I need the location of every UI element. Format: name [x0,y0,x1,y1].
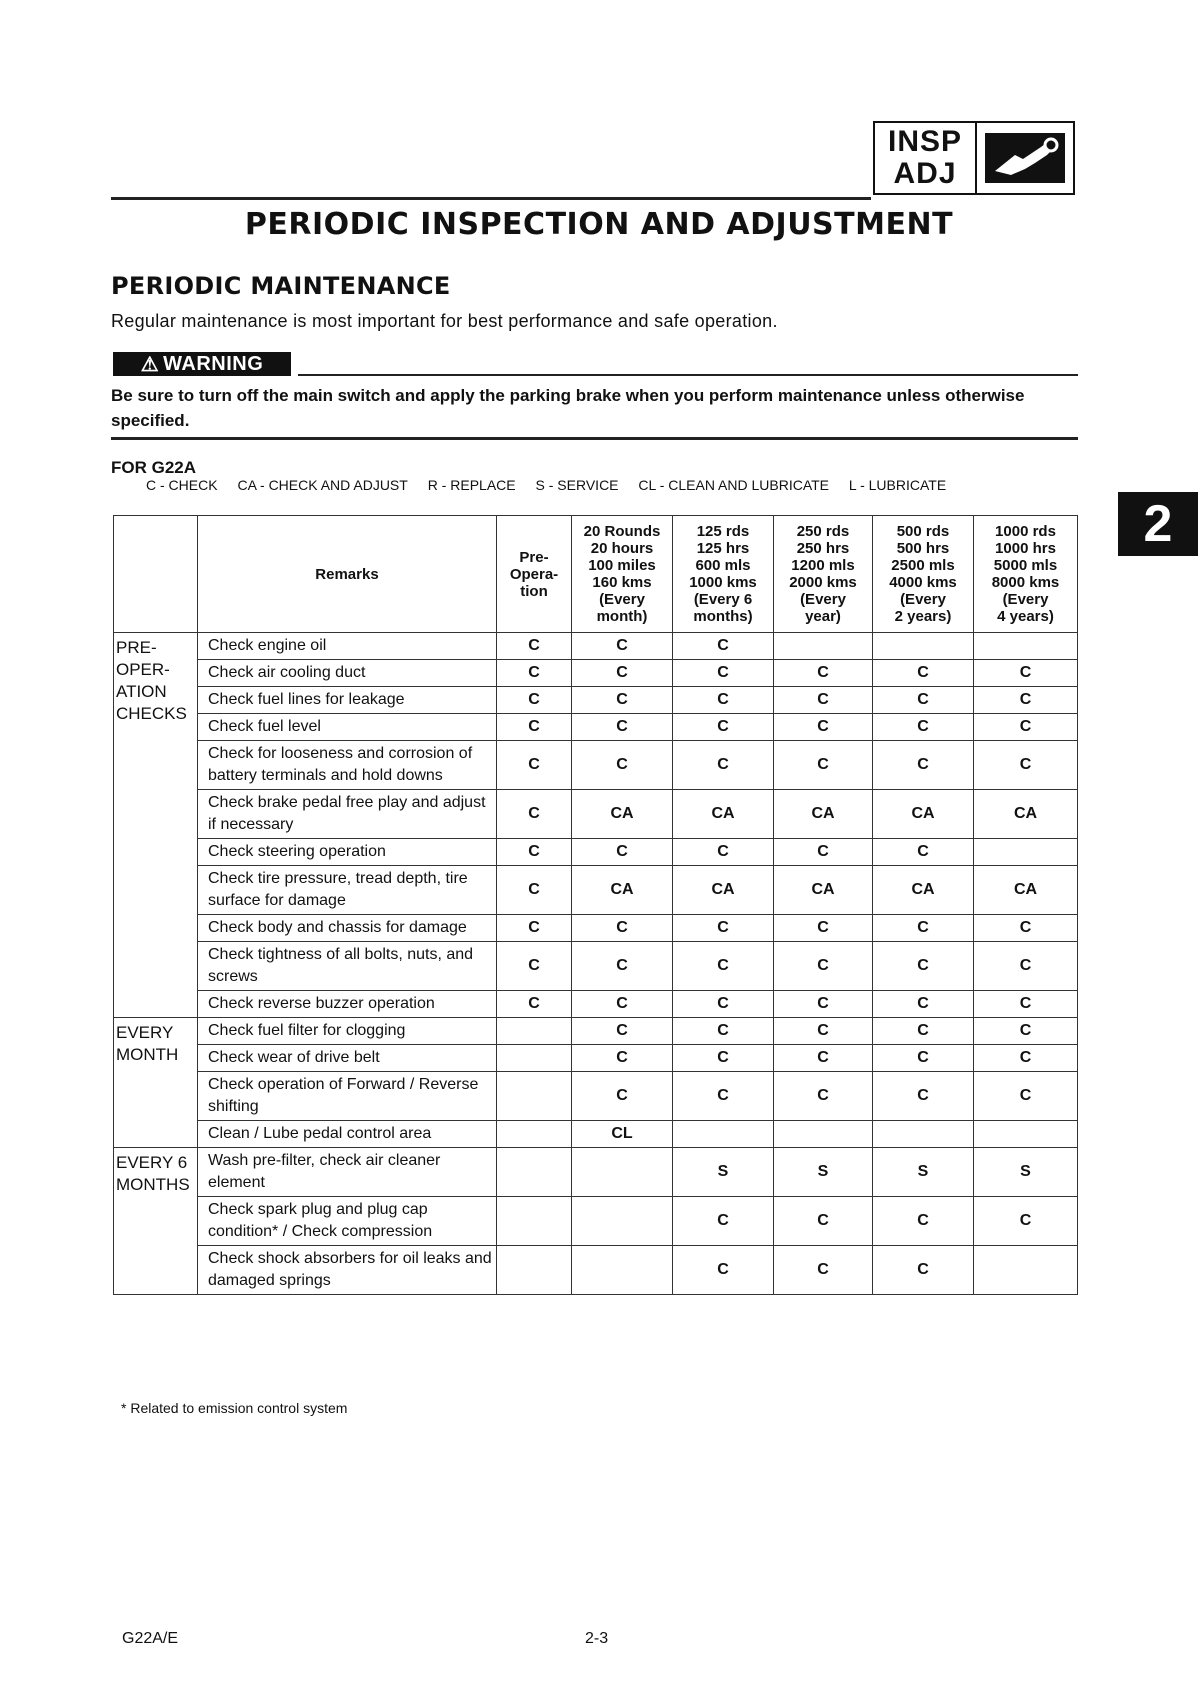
interval-cell [572,1148,673,1197]
task-cell: Check spark plug and plug cap condition* / Check compression [198,1197,497,1246]
interval-cell: CA [673,866,774,915]
interval-cell: C [572,741,673,790]
wrench-hand-icon [977,123,1073,193]
interval-cell: C [873,687,974,714]
model-label: FOR G22A [111,458,197,477]
interval-cell [774,633,873,660]
interval-cell: C [873,1246,974,1295]
intro-text: Regular maintenance is most important for best performance and safe operation. [111,311,778,331]
top-rule [111,197,871,200]
interval-cell: CA [673,790,774,839]
interval-cell: C [974,1072,1078,1121]
interval-cell: C [497,866,572,915]
interval-cell: C [974,741,1078,790]
interval-cell [673,1121,774,1148]
interval-cell [497,1246,572,1295]
interval-cell [572,1197,673,1246]
interval-cell: C [572,839,673,866]
table-row [114,741,1078,790]
table-body [114,633,1078,1295]
interval-cell: C [774,839,873,866]
table-row [114,1045,1078,1072]
interval-cell: C [497,790,572,839]
column-header: Remarks [198,516,497,633]
insp-adj-badge [873,121,1075,195]
interval-cell: C [673,942,774,991]
table-row [114,839,1078,866]
badge-line-1: INSP [887,125,963,158]
interval-cell: C [774,1018,873,1045]
column-header: 500 rds 500 hrs 2500 mls 4000 kms (Every 2 years) [873,516,974,633]
interval-cell: C [572,991,673,1018]
legend-service: S - SERVICE [535,477,619,493]
interval-cell: C [974,915,1078,942]
interval-cell: C [673,1045,774,1072]
table-row [114,942,1078,991]
column-header: 125 rds 125 hrs 600 mls 1000 kms (Every 6 months) [673,516,774,633]
task-cell: Wash pre-filter, check air cleaner element [198,1148,497,1197]
interval-cell: C [673,915,774,942]
interval-cell: C [572,942,673,991]
interval-cell: C [572,714,673,741]
interval-cell: C [497,714,572,741]
task-cell: Check body and chassis for damage [198,915,497,942]
category-cell: EVERY 6 MONTHS [114,1148,198,1295]
interval-cell: C [497,991,572,1018]
interval-cell: C [774,915,873,942]
warning-label [113,352,291,376]
interval-cell: C [497,687,572,714]
interval-cell [497,1197,572,1246]
interval-cell: C [974,942,1078,991]
interval-cell [497,1148,572,1197]
interval-cell: C [673,741,774,790]
interval-cell [497,1121,572,1148]
column-header [114,516,198,633]
interval-cell: C [974,1197,1078,1246]
interval-cell: C [873,714,974,741]
table-row [114,633,1078,660]
interval-cell: C [873,991,974,1018]
legend-check: C - CHECK [146,477,218,493]
badge-text [875,123,977,193]
interval-cell: C [673,1246,774,1295]
interval-cell [572,1246,673,1295]
table-row [114,866,1078,915]
interval-cell: CA [873,866,974,915]
interval-cell: C [497,741,572,790]
interval-cell: C [572,660,673,687]
interval-cell [497,1045,572,1072]
table-row [114,1121,1078,1148]
legend-lubricate: L - LUBRICATE [848,477,947,493]
interval-cell: C [873,915,974,942]
interval-cell: C [873,1045,974,1072]
interval-cell: C [673,991,774,1018]
interval-cell: C [774,714,873,741]
interval-cell: C [572,1018,673,1045]
section-heading: PERIODIC MAINTENANCE [111,272,451,300]
interval-cell: S [873,1148,974,1197]
interval-cell [974,633,1078,660]
interval-cell [974,1246,1078,1295]
table-row [114,1018,1078,1045]
interval-cell [873,1121,974,1148]
table-row [114,1072,1078,1121]
interval-cell: C [497,660,572,687]
task-cell: Check wear of drive belt [198,1045,497,1072]
maintenance-table [113,515,1078,1295]
interval-cell: C [774,1045,873,1072]
task-cell: Check fuel filter for clogging [198,1018,497,1045]
legend [146,477,962,493]
interval-cell: C [673,633,774,660]
footnote: * Related to emission control system [121,1400,348,1416]
interval-cell: C [673,1072,774,1121]
column-header: 1000 rds 1000 hrs 5000 mls 8000 kms (Every 4 years) [974,516,1078,633]
interval-cell [774,1121,873,1148]
interval-cell: C [673,687,774,714]
interval-cell [974,839,1078,866]
interval-cell [497,1072,572,1121]
table-row [114,714,1078,741]
interval-cell: C [873,942,974,991]
column-header: 20 Rounds 20 hours 100 miles 160 kms (Every month) [572,516,673,633]
column-header: 250 rds 250 hrs 1200 mls 2000 kms (Every year) [774,516,873,633]
legend-replace: R - REPLACE [427,477,516,493]
footer-model: G22A/E [122,1630,179,1647]
interval-cell: C [974,1045,1078,1072]
task-cell: Check operation of Forward / Reverse shifting [198,1072,497,1121]
interval-cell: C [873,1072,974,1121]
interval-cell: C [873,741,974,790]
interval-cell [497,1018,572,1045]
interval-cell: CA [572,866,673,915]
task-cell: Check shock absorbers for oil leaks and damaged springs [198,1246,497,1295]
task-cell: Clean / Lube pedal control area [198,1121,497,1148]
table-header-row [114,516,1078,633]
task-cell: Check for looseness and corrosion of battery terminals and hold downs [198,741,497,790]
interval-cell: C [774,741,873,790]
warning-label-text: WARNING [163,352,264,375]
interval-cell: C [774,1072,873,1121]
interval-cell: C [673,714,774,741]
interval-cell: C [774,660,873,687]
task-cell: Check tire pressure, tread depth, tire surface for damage [198,866,497,915]
table-row [114,991,1078,1018]
warning-text: Be sure to turn off the main switch and apply the parking brake when you perform maintenance unless otherwise specified. [111,386,1025,430]
interval-cell: C [572,915,673,942]
page-number: 2-3 [585,1630,609,1647]
interval-cell: C [673,660,774,687]
interval-cell: C [774,687,873,714]
interval-cell: S [673,1148,774,1197]
interval-cell: C [974,687,1078,714]
task-cell: Check air cooling duct [198,660,497,687]
badge-line-2: ADJ [893,157,957,190]
interval-cell: C [497,915,572,942]
interval-cell: C [572,687,673,714]
interval-cell: C [497,633,572,660]
interval-cell: CA [873,790,974,839]
interval-cell: C [572,1072,673,1121]
interval-cell: CA [974,866,1078,915]
interval-cell: C [673,1197,774,1246]
table-row [114,1197,1078,1246]
warning-triangle-icon: ⚠ [140,353,160,376]
table-row [114,660,1078,687]
interval-cell: C [673,1018,774,1045]
interval-cell: C [974,660,1078,687]
table-row [114,687,1078,714]
legend-clean-lubricate: CL - CLEAN AND LUBRICATE [638,477,830,493]
interval-cell: CL [572,1121,673,1148]
interval-cell: C [974,991,1078,1018]
interval-cell: C [774,1246,873,1295]
category-cell: PRE- OPER- ATION CHECKS [114,633,198,1018]
category-cell: EVERY MONTH [114,1018,198,1148]
task-cell: Check engine oil [198,633,497,660]
interval-cell: C [774,942,873,991]
interval-cell: C [774,1197,873,1246]
interval-cell: C [873,839,974,866]
interval-cell: S [774,1148,873,1197]
table-row [114,1246,1078,1295]
interval-cell: C [774,991,873,1018]
task-cell: Check fuel level [198,714,497,741]
interval-cell: C [497,839,572,866]
task-cell: Check tightness of all bolts, nuts, and screws [198,942,497,991]
interval-cell: C [974,1018,1078,1045]
column-header: Pre- Opera- tion [497,516,572,633]
interval-cell: C [572,633,673,660]
interval-cell: C [974,714,1078,741]
chapter-tab: 2 [1118,492,1198,556]
task-cell: Check fuel lines for leakage [198,687,497,714]
interval-cell: S [974,1148,1078,1197]
interval-cell: CA [774,790,873,839]
interval-cell [974,1121,1078,1148]
warning-rule-bottom [111,437,1078,440]
interval-cell: CA [774,866,873,915]
interval-cell: C [673,839,774,866]
legend-check-adjust: CA - CHECK AND ADJUST [237,477,408,493]
interval-cell: CA [572,790,673,839]
interval-cell: C [873,660,974,687]
task-cell: Check brake pedal free play and adjust if necessary [198,790,497,839]
table-row [114,915,1078,942]
interval-cell: C [873,1197,974,1246]
interval-cell: CA [974,790,1078,839]
interval-cell: C [873,1018,974,1045]
table-row [114,1148,1078,1197]
task-cell: Check steering operation [198,839,497,866]
table-row [114,790,1078,839]
warning-rule-top [298,374,1078,376]
interval-cell: C [497,942,572,991]
interval-cell: C [572,1045,673,1072]
interval-cell [873,633,974,660]
page-title: PERIODIC INSPECTION AND ADJUSTMENT [244,207,954,242]
task-cell: Check reverse buzzer operation [198,991,497,1018]
